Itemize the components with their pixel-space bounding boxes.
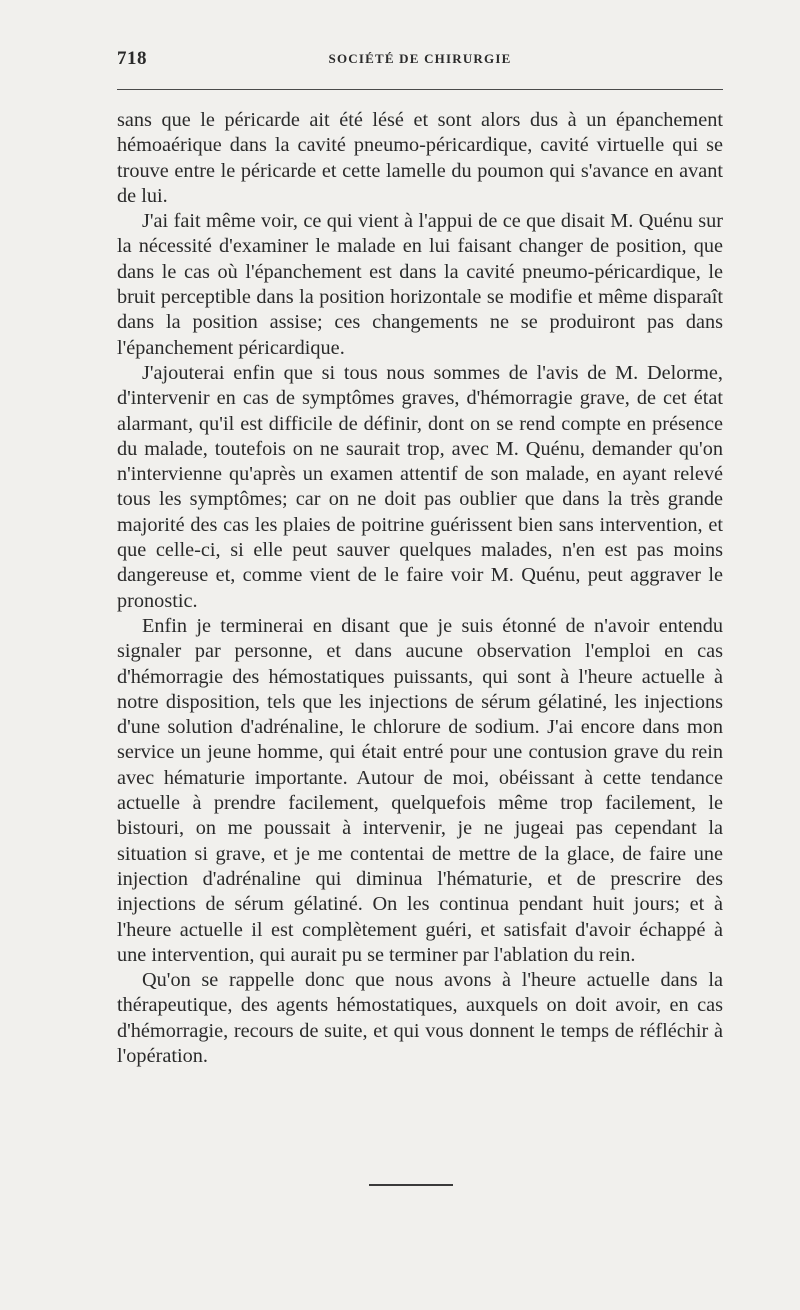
section-end-rule (369, 1184, 453, 1186)
running-title: SOCIÉTÉ DE CHIRURGIE (328, 51, 512, 66)
paragraph: Enfin je terminerai en disant que je suis étonné de n'avoir entendu signaler par personne, et dans aucune observation l'emploi en cas d'hémorragie des hémostatiques puissants, qui sont à l'heure actuelle à notre disposition, tels que les injections de sérum gélatiné, les injections d'une solution d'adrénaline, le chlorure de sodium. J'ai encore dans mon service un jeune homme, qui était entré pour une contusion grave du rein avec hématurie importante. Autour de moi, obéissant à cette tendance actuelle à prendre facilement, quelquefois même trop facilement, le bistouri, on me poussait à intervenir, je ne jugeai pas cependant la situation si grave, et je me contentai de mettre de la glace, de faire une injection d'adrénaline qui diminua l'hématurie, et de prescrire des injections de sérum gélatiné. On les continua pendant huit jours; et à l'heure actuelle il est complètement guéri, et satisfait d'avoir échappé à une intervention, qui aurait pu se terminer par l'ablation du rein. (117, 614, 723, 966)
paragraph: sans que le péricarde ait été lésé et sont alors dus à un épanchement hémoaérique dans la cavité pneumo-péricardique, cavité virtuelle qui se trouve entre le péricarde et cette lamelle du poumon qui s'avance en avant de lui. (117, 109, 723, 207)
page-header (117, 48, 723, 74)
document-page (117, 48, 723, 1067)
page-number: 718 (117, 48, 147, 69)
header-rule (117, 89, 723, 90)
paragraph: Qu'on se rappelle donc que nous avons à l'heure actuelle dans la thérapeutique, des agents hémostatiques, auxquels on doit avoir, en cas d'hémorragie, recours de suite, et qui vous donnent le temps de réfléchir à l'opération. (117, 969, 723, 1067)
paragraph: J'ajouterai enfin que si tous nous sommes de l'avis de M. Delorme, d'intervenir en cas de symptômes graves, d'hémorragie grave, de cet état alarmant, qu'il est difficile de définir, dont on se rend compte en présence du malade, toutefois on ne saurait trop, avec M. Quénu, demander qu'on n'intervienne qu'après un examen attentif de son malade, en ayant relevé tous les symptômes; car on ne doit pas oublier que dans la très grande majorité des cas les plaies de poitrine guérissent bien sans intervention, et que celle-ci, si elle peut sauver quelques malades, n'en est pas moins dangereuse et, comme vient de le faire voir M. Quénu, peut aggraver le pronostic. (117, 361, 723, 612)
paragraph: J'ai fait même voir, ce qui vient à l'appui de ce que disait M. Quénu sur la nécessité d'examiner le malade en lui faisant changer de position, que dans le cas où l'épanchement est dans la cavité pneumo-péricardique, le bruit perceptible dans la position horizontale se modifie et même disparaît dans la position assise; ces changements ne se produiront pas dans l'épanchement péricardique. (117, 210, 723, 359)
body-text (117, 108, 723, 1069)
